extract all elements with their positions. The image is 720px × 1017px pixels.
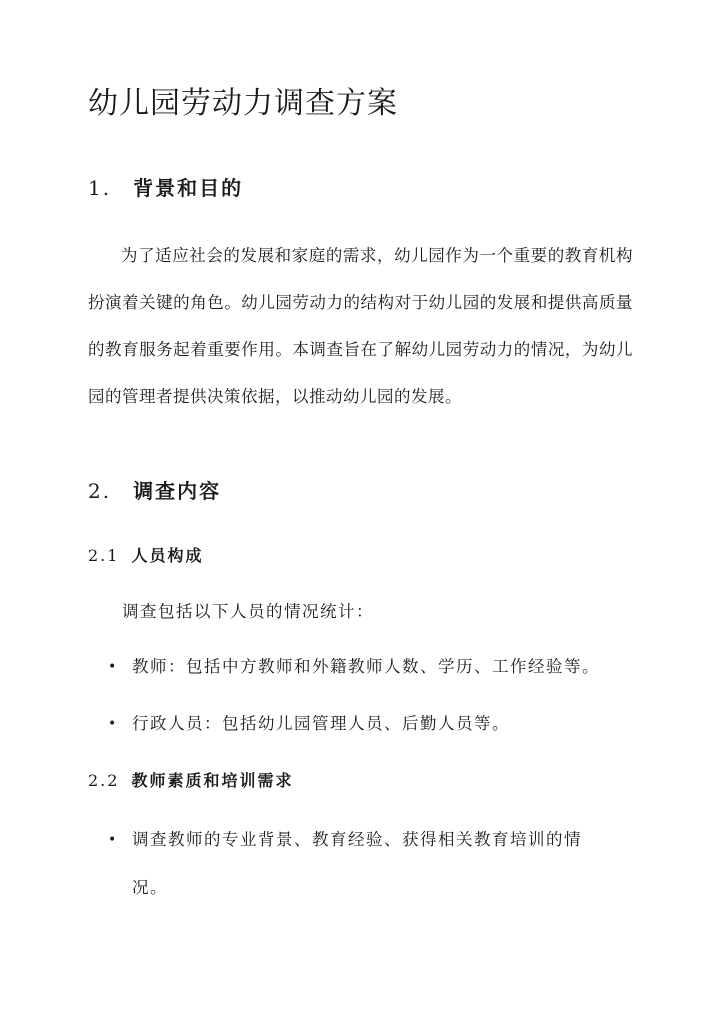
list-item-text: 教师：包括中方教师和外籍教师人数、学历、工作经验等。	[132, 657, 600, 676]
list-item-text: 调查教师的专业背景、教育经验、获得相关教育培训的情况。	[132, 830, 582, 897]
section-2-number: 2.	[88, 479, 112, 503]
subsection-2-1-intro: 调查包括以下人员的情况统计：	[122, 602, 374, 621]
subsection-2-1-number: 2.1	[88, 546, 120, 565]
section-2-heading	[88, 476, 221, 506]
list-item	[108, 700, 628, 748]
bullet-icon: •	[108, 716, 118, 732]
bullet-icon: •	[108, 832, 118, 848]
list-item-text: 行政人员：包括幼儿园管理人员、后勤人员等。	[132, 714, 510, 733]
subsection-2-1-title: 人员构成	[131, 546, 204, 565]
list-item	[108, 816, 613, 912]
subsection-2-2-number: 2.2	[88, 771, 120, 790]
subsection-2-2-heading	[88, 768, 293, 794]
section-2-title: 调查内容	[133, 479, 222, 503]
section-1-paragraph: 为了适应社会的发展和家庭的需求，幼儿园作为一个重要的教育机构扮演着关键的角色。幼儿园劳动力的结构对于幼儿园的发展和提供高质量的教育服务起着重要作用。本调查旨在了解幼儿园劳动力的情况，为幼儿园的管理者提供决策依据，以推动幼儿园的发展。	[88, 246, 633, 406]
subsection-2-1-heading	[88, 543, 203, 569]
section-1-heading	[88, 173, 243, 203]
bullet-icon: •	[108, 659, 118, 675]
section-1-number: 1.	[88, 176, 112, 200]
section-1-title: 背景和目的	[133, 176, 244, 200]
list-item	[108, 643, 628, 691]
document-title: 幼儿园劳动力调查方案	[88, 86, 398, 121]
subsection-2-2-title: 教师素质和培训需求	[131, 771, 294, 790]
